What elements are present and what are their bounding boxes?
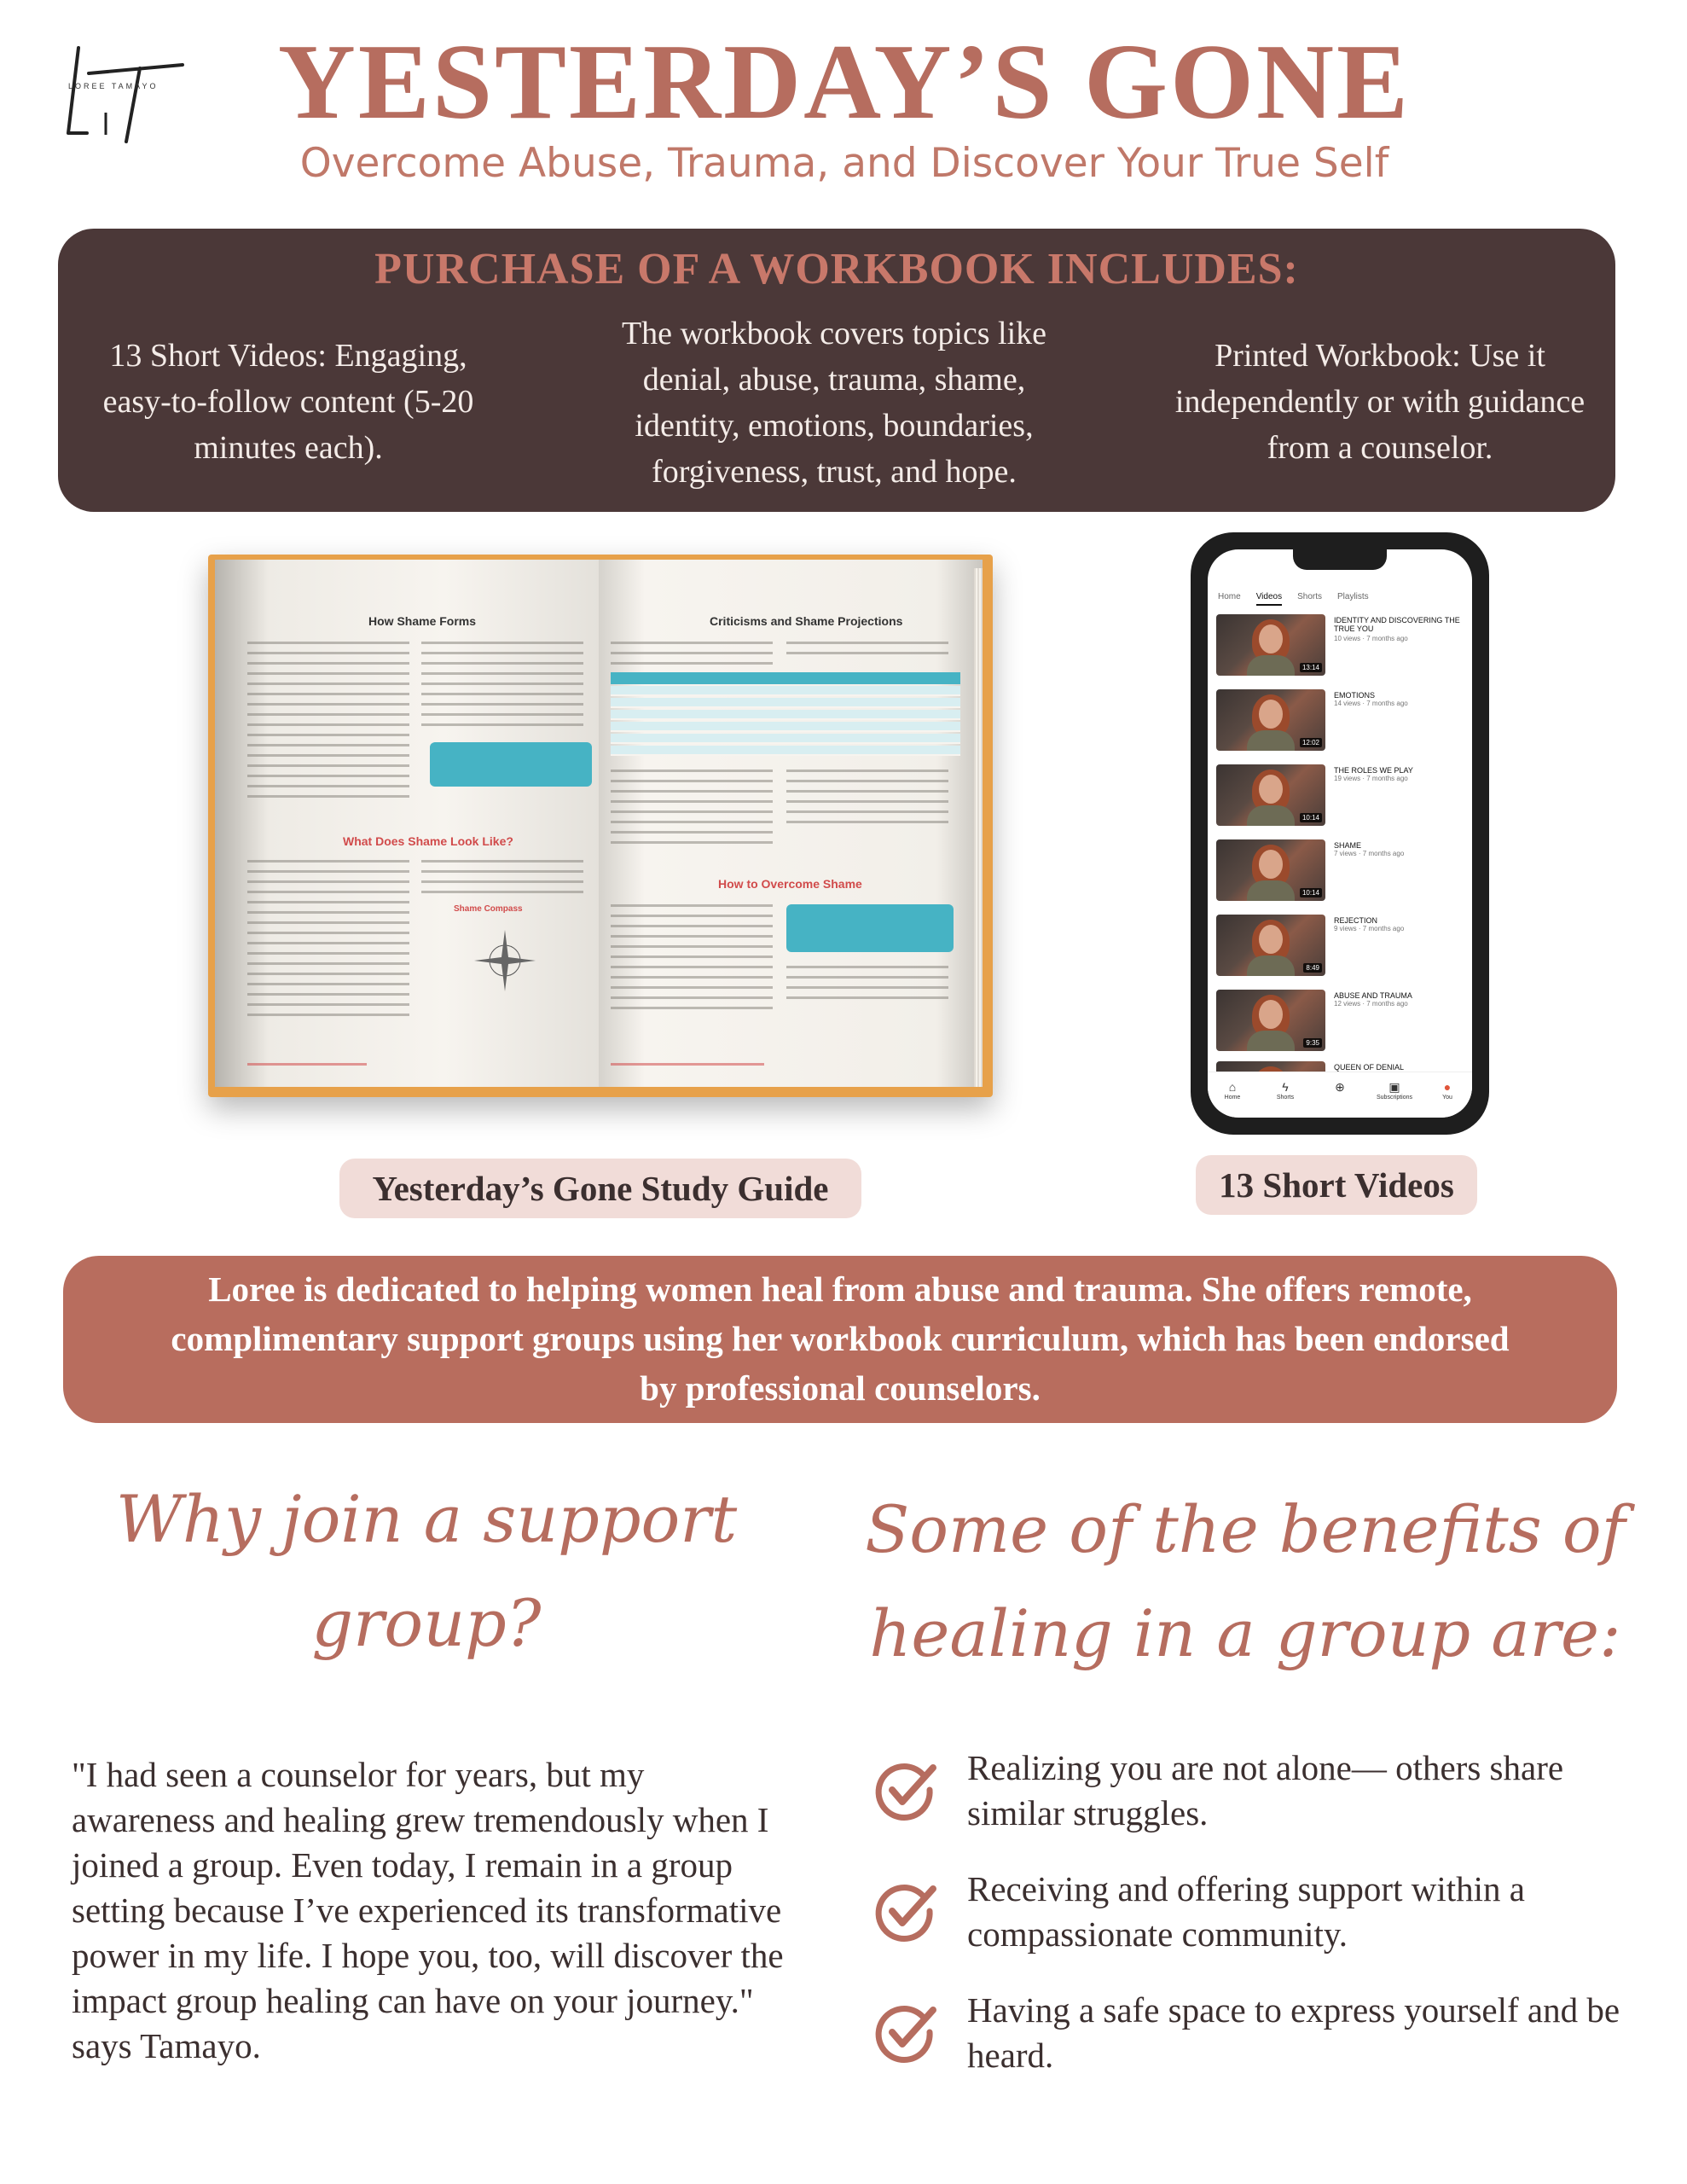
right-page-heading: Criticisms and Shame Projections: [710, 614, 903, 628]
video-meta: 14 views · 7 months ago: [1334, 700, 1408, 707]
nav-create[interactable]: [1319, 1079, 1361, 1095]
left-page-callout: [430, 742, 592, 787]
loree-tamayo-logo: [55, 39, 200, 150]
video-title[interactable]: IDENTITY AND DISCOVERING THE TRUE YOU: [1334, 616, 1460, 633]
video-item[interactable]: [1216, 689, 1464, 756]
right-page-callout: [786, 904, 954, 952]
includes-item-videos: 13 Short Videos: Engaging, easy-to-follow content (5-20 minutes each).: [102, 338, 474, 466]
study-guide-caption: Yesterday’s Gone Study Guide: [339, 1159, 861, 1218]
subscriptions-icon: ▣: [1388, 1080, 1400, 1094]
check-circle-icon: [873, 1879, 938, 1943]
left-page-heading: How Shame Forms: [368, 614, 477, 628]
video-meta: 7 views · 7 months ago: [1334, 850, 1405, 857]
nav-subscriptions[interactable]: ▣ Subscriptions: [1373, 1079, 1416, 1101]
tab-playlists[interactable]: Playlists: [1337, 592, 1369, 601]
video-item[interactable]: [1216, 614, 1464, 681]
video-thumbnail[interactable]: 10:14: [1216, 839, 1325, 901]
video-item[interactable]: [1216, 764, 1464, 831]
video-title[interactable]: SHAME: [1334, 841, 1362, 850]
video-thumbnail[interactable]: 12:02: [1216, 689, 1325, 751]
benefit-text: Receiving and offering support within a compassionate community.: [967, 1869, 1525, 1954]
video-meta: 9 views · 7 months ago: [1334, 925, 1405, 932]
phone-mockup: [1191, 532, 1489, 1135]
videos-caption: 13 Short Videos: [1196, 1155, 1477, 1215]
compass-label: Shame Compass: [454, 904, 523, 914]
tab-home[interactable]: Home: [1218, 592, 1241, 601]
video-list-screen: [1208, 549, 1472, 1118]
mission-banner: Loree is dedicated to helping women heal from abuse and trauma. She offers remote, complimentary support groups using her workbook curriculum, which has been endorsed by professional counselors.: [63, 1256, 1617, 1423]
shorts-icon: ϟ: [1282, 1080, 1289, 1094]
home-icon: ⌂: [1228, 1080, 1237, 1094]
check-circle-icon: [873, 2000, 938, 2065]
criticism-projection-table-header: [611, 672, 960, 684]
includes-item-printed-workbook: Printed Workbook: Use it independently or with guidance from a counselor.: [1174, 338, 1586, 466]
video-title[interactable]: THE ROLES WE PLAY: [1334, 766, 1413, 775]
open-workbook: [208, 555, 993, 1097]
video-thumbnail[interactable]: 10:14: [1216, 764, 1325, 826]
book-left-page: [215, 560, 599, 1087]
svg-text:LOREE TAMAYO: LOREE TAMAYO: [68, 82, 159, 90]
page-subtitle: Overcome Abuse, Trauma, and Discover Your True Self: [299, 140, 1389, 187]
right-page-subheading: How to Overcome Shame: [718, 877, 862, 891]
bottom-nav: [1208, 1072, 1472, 1118]
tab-videos[interactable]: Videos: [1256, 592, 1282, 606]
testimonial-quote: "I had seen a counselor for years, but my awareness and healing grew tremendously when I joined a group. Even today, I remain in a group setting because I’ve experienced its transformative power in my life. I hope you, too, will discover the impact group healing can have on your journey." says Tamayo.: [72, 1755, 784, 2065]
check-circle-icon: [873, 1757, 938, 1822]
video-title[interactable]: EMOTIONS: [1334, 691, 1376, 700]
video-meta: 19 views · 7 months ago: [1334, 775, 1408, 782]
video-thumbnail[interactable]: 13:14: [1216, 614, 1325, 676]
benefit-text: Realizing you are not alone— others share similar struggles.: [967, 1748, 1564, 1833]
book-right-page: [599, 560, 983, 1087]
study-guide-book-image: [80, 536, 1070, 1124]
video-item[interactable]: [1216, 915, 1464, 981]
benefit-text: Having a safe space to express yourself and be heard.: [967, 1990, 1620, 2075]
video-item[interactable]: [1216, 839, 1464, 906]
tab-shorts[interactable]: Shorts: [1297, 592, 1322, 601]
video-thumbnail[interactable]: 9:35: [1216, 990, 1325, 1051]
page-title: YESTERDAY’S GONE: [277, 23, 1412, 142]
video-meta: 12 views · 7 months ago: [1334, 1000, 1408, 1008]
workbook-includes-panel: [58, 229, 1615, 512]
video-meta: 10 views · 7 months ago: [1334, 635, 1408, 642]
includes-title: PURCHASE OF A WORKBOOK INCLUDES:: [374, 245, 1299, 293]
video-thumbnail[interactable]: 8:49: [1216, 915, 1325, 976]
why-join-heading: Why join a support group?: [115, 1481, 738, 1661]
plus-icon: ⊕: [1335, 1080, 1345, 1094]
nav-shorts[interactable]: ϟ Shorts: [1264, 1079, 1307, 1101]
video-item[interactable]: [1216, 990, 1464, 1056]
avatar-icon: ●: [1443, 1080, 1452, 1094]
video-title[interactable]: REJECTION: [1334, 916, 1378, 925]
video-title[interactable]: ABUSE AND TRAUMA: [1334, 991, 1412, 1000]
nav-home[interactable]: ⌂ Home: [1211, 1079, 1254, 1101]
benefits-heading: Some of the benefits of healing in a group are:: [865, 1491, 1626, 1671]
left-page-subheading: What Does Shame Look Like?: [343, 834, 513, 848]
video-title[interactable]: QUEEN OF DENIAL: [1334, 1063, 1405, 1072]
channel-tabs: [1218, 592, 1465, 606]
includes-item-topics: The workbook covers topics like denial, abuse, trauma, shame, identity, emotions, boundaries, forgiveness, trust, and hope.: [621, 316, 1047, 490]
compass-icon: [471, 926, 539, 995]
nav-you[interactable]: ● You: [1426, 1079, 1469, 1101]
